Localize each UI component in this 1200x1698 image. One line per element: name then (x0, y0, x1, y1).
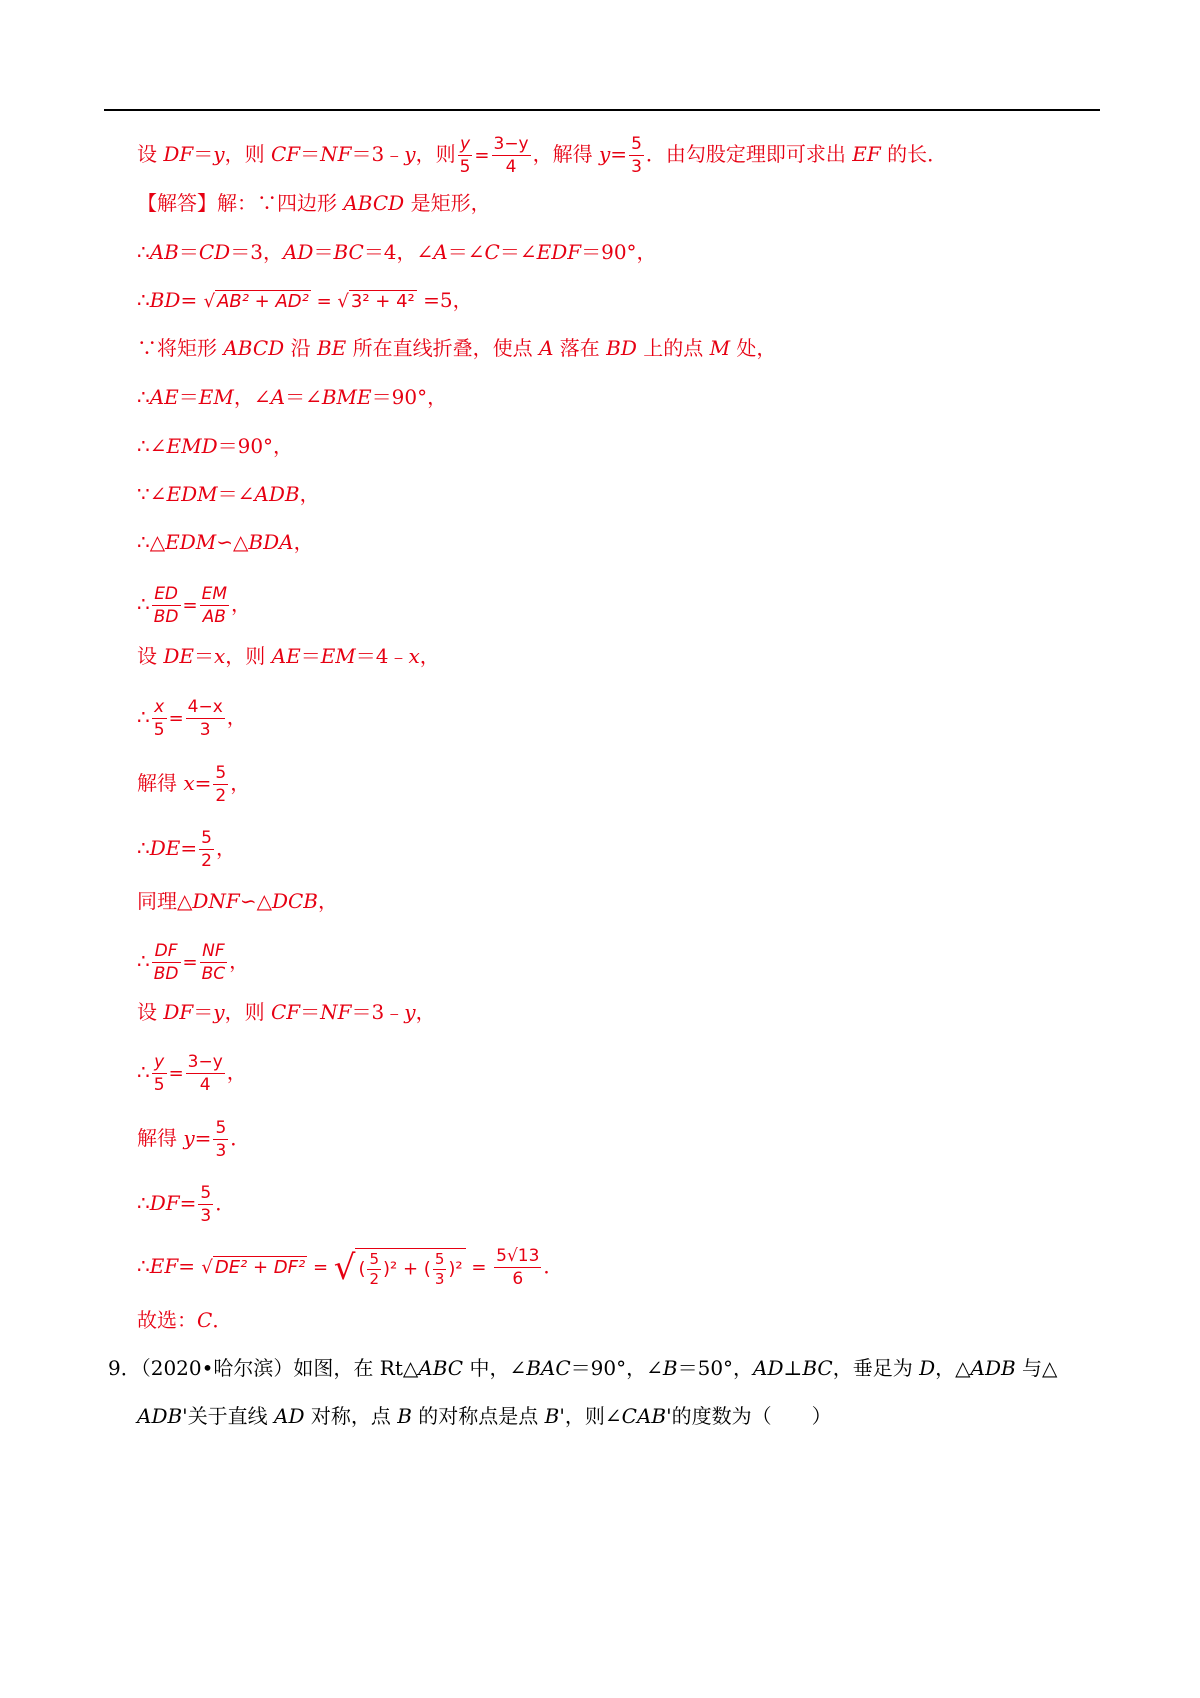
fraction: $\frac{4-x}{3}$ (187, 697, 223, 740)
fraction: $\frac{y}{5}$ (459, 134, 471, 177)
solution-line-14: ∴DE= $\frac{5}{2}$ ， (137, 828, 236, 871)
fraction: $\frac{EM}{AB}$ (201, 584, 228, 627)
answer-line: 故选：C． (137, 1308, 233, 1332)
sqrt: √ AB² + AD² (203, 291, 309, 312)
fraction: $\frac{5}{3}$ (200, 1183, 212, 1226)
solution-line-19: 解得 y= $\frac{5}{3}$ ． (137, 1118, 251, 1161)
solution-line-18: ∴ $\frac{y}{5}$ = $\frac{3-y}{4}$ ， (137, 1052, 247, 1095)
fraction: $\frac{5}{3}$ (631, 134, 642, 177)
solution-line-16: ∴ $\frac{DF}{BD}$ = $\frac{NF}{BC}$ ， (137, 941, 250, 984)
sqrt: √ 3² + 4² (337, 291, 415, 312)
solution-line-10: ∴ $\frac{ED}{BD}$ = $\frac{EM}{AB}$ ， (137, 584, 252, 627)
solution-line-8: ∵∠EDM＝∠ADB， (137, 482, 320, 506)
solution-line-20: ∴DF= $\frac{5}{3}$ ． (137, 1183, 236, 1226)
fraction: $\frac{ED}{BD}$ (153, 584, 179, 627)
solution-line-21: ∴EF= √ DE² + DF² = √ ( $\frac{5}{2}$ )² + ( $\frac{5}{3}$ )² = $\frac{5√13}{6}$ ． (137, 1246, 564, 1289)
fraction: $\frac{5}{2}$ (369, 1249, 380, 1288)
question-9-line-2: ADB'关于直线 AD 对称，点 B 的对称点是点 B'，则∠CAB'的度数为（ ） (137, 1404, 832, 1428)
question-9-line-1: 9．（2020•哈尔滨）如图，在 Rt△ABC 中，∠BAC＝90°，∠B＝50°，AD⊥BC，垂足为 D，△ADB 与△ (108, 1356, 1058, 1380)
solution-line-6: ∴AE＝EM，∠A＝∠BME＝90°， (137, 385, 448, 409)
solution-line-15: 同理△DNF∽△DCB， (137, 889, 338, 913)
fraction: $\frac{5}{3}$ (215, 1118, 227, 1161)
fraction: $\frac{5}{2}$ (215, 763, 227, 806)
header-rule (104, 109, 1100, 111)
solution-line-3: ∴AB＝CD＝3，AD＝BC＝4，∠A＝∠C＝∠EDF＝90°， (137, 240, 657, 264)
big-sqrt: √ ( $\frac{5}{2}$ )² + ( $\frac{5}{3}$ )² (334, 1248, 466, 1288)
solution-line-9: ∴△EDM∽△BDA， (137, 530, 314, 554)
fraction: $\frac{y}{5}$ (153, 1052, 165, 1095)
fraction: $\frac{NF}{BC}$ (201, 941, 226, 984)
solution-line-11: 设 DE＝x，则 AE＝EM＝4﹣x， (137, 644, 440, 668)
solution-line-13: 解得 x= $\frac{5}{2}$ ， (137, 763, 251, 806)
fraction: $\frac{5√13}{6}$ (496, 1246, 540, 1289)
solution-heading: 【解答】解：∵四边形 ABCD 是矩形， (137, 191, 491, 215)
solution-line-5: ∵将矩形 ABCD 沿 BE 所在直线折叠，使点 A 落在 BD 上的点 M 处， (137, 336, 777, 360)
sqrt: √ DE² + DF² (201, 1257, 306, 1278)
analysis-line-1: 设 DF＝y，则 CF＝NF＝3﹣y，则 $\frac{y}{5}$ = $\frac{3-y}{4}$ ，解得 y= $\frac{5}{3}$ ．由勾股定理即可求出 EF 的长． (137, 134, 948, 177)
solution-line-12: ∴ $\frac{x}{5}$ = $\frac{4-x}{3}$ ， (137, 697, 247, 740)
fraction: $\frac{3-y}{4}$ (493, 134, 529, 177)
solution-line-4: ∴BD= √ AB² + AD² = √ 3² + 4² =5， (137, 288, 473, 312)
fraction: $\frac{5}{3}$ (434, 1249, 445, 1288)
fraction: $\frac{3-y}{4}$ (187, 1052, 223, 1095)
fraction: $\frac{x}{5}$ (153, 697, 165, 740)
fraction: $\frac{5}{2}$ (201, 828, 212, 871)
solution-line-17: 设 DF＝y，则 CF＝NF＝3﹣y， (137, 1000, 436, 1024)
fraction: $\frac{DF}{BD}$ (153, 941, 179, 984)
solution-line-7: ∴∠EMD＝90°， (137, 434, 294, 458)
